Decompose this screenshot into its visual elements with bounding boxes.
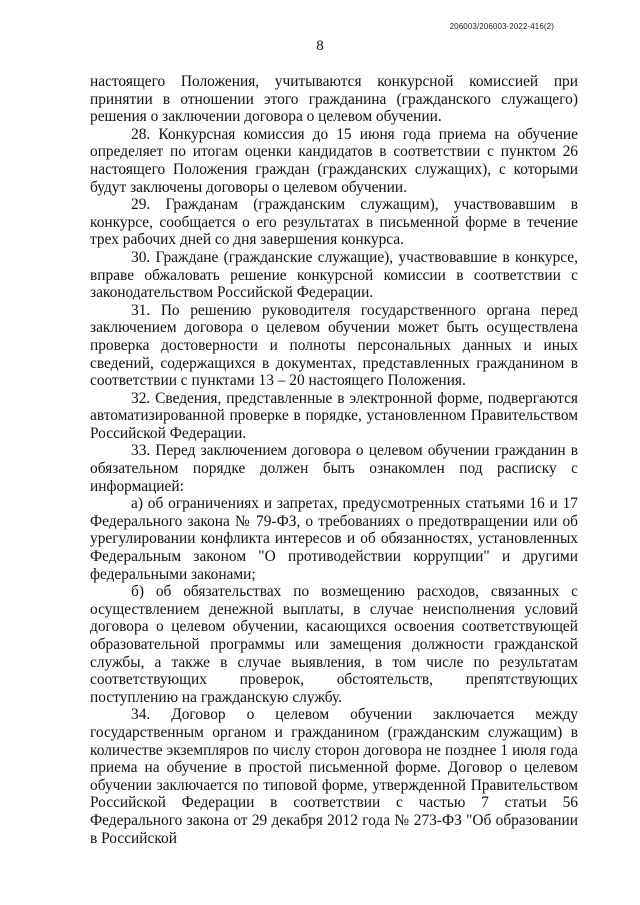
paragraph-33-b: б) об обязательствах по возмещению расходов, связанных с осуществлением денежной выплаты, в случае неисполнения условий договора о целевом обучении, касающихся освоения соответствующей образовательной программы или замещения должности гражданской службы, а также в случае выявления, в том числе по результатам соответствующих проверок, обстоятельств, препятствующих поступлению на гражданскую службу. <box>90 583 578 706</box>
document-body <box>90 73 578 847</box>
paragraph-28: 28. Конкурсная комиссия до 15 июня года приема на обучение определяет по итогам оценки кандидатов в соответствии с пунктом 26 настоящего Положения граждан (гражданских служащих), с которыми будут заключены договоры о целевом обучении. <box>90 125 578 196</box>
paragraph-29: 29. Гражданам (гражданским служащим), участвовавшим в конкурсе, сообщается о его результатах в письменной форме в течение трех рабочих дней со дня завершения конкурса. <box>90 196 578 249</box>
paragraph-33-a: а) об ограничениях и запретах, предусмотренных статьями 16 и 17 Федерального закона № 79-ФЗ, о требованиях о предотвращении или об урегулировании конфликта интересов и об обязанностях, установленных Федеральным законом "О противодействии коррупции" и другими федеральными законами; <box>90 495 578 583</box>
paragraph-32: 32. Сведения, представленные в электронной форме, подвергаются автоматизированной проверке в порядке, установленном Правительством Российской Федерации. <box>90 389 578 442</box>
paragraph-continuation: настоящего Положения, учитываются конкурсной комиссией при принятии в отношении этого гражданина (гражданского служащего) решения о заключении договора о целевом обучении. <box>90 73 578 126</box>
page-number: 8 <box>316 38 324 54</box>
paragraph-31: 31. По решению руководителя государственного органа перед заключением договора о целевом обучении может быть осуществлена проверка достоверности и полноты персональных данных и иных сведений, содержащихся в документах, представленных гражданином в соответствии с пунктами 13 – 20 настоящего Положения. <box>90 301 578 390</box>
paragraph-33: 33. Перед заключением договора о целевом обучении гражданин в обязательном порядке должен быть ознакомлен под расписку с информацией: <box>90 442 578 495</box>
paragraph-30: 30. Граждане (гражданские служащие), участвовавшие в конкурсе, вправе обжаловать решение конкурсной комиссии в соответствии с законодательством Российской Федерации. <box>90 248 578 302</box>
document-id: 206003/206003-2022-416(2) <box>449 22 554 31</box>
paragraph-34: 34. Договор о целевом обучении заключается между государственным органом и гражданином (гражданским служащим) в количестве экземпляров по числу сторон договора не позднее 1 июля года приема на обучение в простой письменной форме. Договор о целевом обучении заключается по типовой форме, утвержденной Правительством Российской Федерации в соответствии с частью 7 статьи 56 Федерального закона от 29 декабря 2012 года № 273-ФЗ "Об образовании в Российской <box>90 706 578 847</box>
